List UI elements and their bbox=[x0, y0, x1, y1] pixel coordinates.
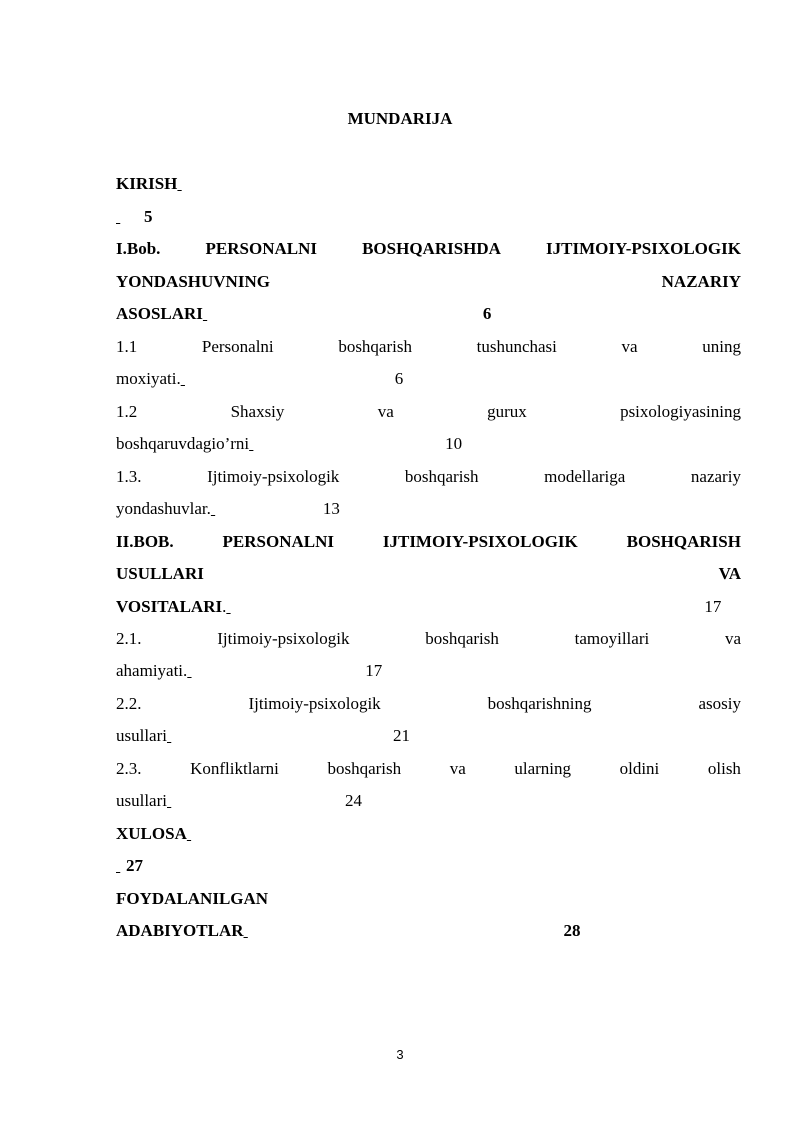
toc-word: 1.1 bbox=[116, 337, 138, 356]
toc-word: Ijtimoiy-psixologik bbox=[248, 694, 381, 713]
toc-word: Shaxsiy bbox=[230, 402, 285, 421]
toc-leader bbox=[203, 303, 483, 325]
toc-word: va bbox=[449, 759, 466, 778]
toc-label: VOSITALARI bbox=[116, 597, 223, 616]
toc-word: va bbox=[377, 402, 394, 421]
toc-word: Ijtimoiy-psixologik bbox=[217, 629, 350, 648]
toc-leader bbox=[244, 920, 564, 942]
toc-word: Personalni bbox=[201, 337, 274, 356]
toc-dot: . bbox=[222, 597, 227, 616]
toc-page: 5 bbox=[144, 207, 153, 226]
toc-word: Konfliktlarni bbox=[190, 759, 279, 778]
toc-word: psixologiyasining bbox=[620, 402, 741, 421]
toc-label: ahamiyati. bbox=[116, 661, 188, 680]
toc-entry-2-1[interactable] bbox=[116, 628, 741, 650]
toc-entry-chapter1[interactable] bbox=[116, 238, 741, 260]
toc-label: usullari bbox=[116, 791, 167, 810]
toc-word: YONDASHUVNING bbox=[116, 272, 270, 291]
toc-entry-chapter1-line3 bbox=[116, 303, 741, 325]
toc-page: 21 bbox=[393, 726, 410, 745]
toc-label: yondashuvlar. bbox=[116, 499, 211, 518]
toc-leader bbox=[116, 206, 144, 228]
toc-word: olish bbox=[707, 759, 741, 778]
toc-entry-2-1-line2 bbox=[116, 660, 741, 682]
toc-page: 28 bbox=[563, 921, 581, 940]
toc-label: moxiyati. bbox=[116, 369, 181, 388]
toc-word: 1.3. bbox=[116, 467, 142, 486]
toc-leader bbox=[187, 823, 733, 845]
toc-word: ularning bbox=[514, 759, 572, 778]
toc-entry-foydalanilgan[interactable] bbox=[116, 888, 741, 910]
toc-entry-chapter2-line2 bbox=[116, 563, 741, 585]
toc-entry-chapter2-line3 bbox=[116, 596, 741, 618]
toc-word: uning bbox=[702, 337, 741, 356]
toc-label: XULOSA bbox=[116, 824, 187, 843]
toc-word: boshqarish bbox=[404, 467, 479, 486]
toc-entry-kirish[interactable] bbox=[116, 173, 741, 195]
toc-word: asosiy bbox=[698, 694, 741, 713]
toc-word: I.Bob. bbox=[116, 239, 161, 258]
toc-page: 17 bbox=[704, 597, 722, 616]
toc-leader bbox=[181, 368, 395, 390]
toc-entry-1-1-line2 bbox=[116, 368, 741, 390]
toc-page: 10 bbox=[445, 434, 463, 453]
toc-leader bbox=[167, 790, 345, 812]
toc-word: boshqarish bbox=[425, 629, 499, 648]
toc-word: boshqarish bbox=[327, 759, 402, 778]
toc-word: FOYDALANILGAN bbox=[116, 889, 269, 908]
toc-page: 17 bbox=[365, 661, 383, 680]
toc-label: ASOSLARI bbox=[116, 304, 203, 323]
toc-word: II.BOB. bbox=[116, 532, 174, 551]
toc-word: 2.2. bbox=[116, 694, 142, 713]
toc-entry-2-3[interactable] bbox=[116, 758, 741, 780]
toc-word: BOSHQARISH bbox=[626, 532, 741, 551]
page-number: 3 bbox=[396, 1047, 404, 1062]
toc-entry-foydalanilgan-line2 bbox=[116, 920, 741, 942]
toc-label: KIRISH bbox=[116, 174, 178, 193]
toc-word: BOSHQARISHDA bbox=[362, 239, 501, 258]
toc-word: IJTIMOIY-PSIXOLOGIK bbox=[382, 532, 578, 551]
toc-page: 6 bbox=[394, 369, 404, 388]
toc-entry-1-3-line2 bbox=[116, 498, 741, 520]
toc-entry-xulosa-page bbox=[116, 855, 741, 877]
toc-leader bbox=[211, 498, 323, 520]
toc-page: 13 bbox=[322, 499, 340, 518]
toc-leader bbox=[177, 173, 731, 195]
toc-word: nazariy bbox=[690, 467, 741, 486]
toc-label: ADABIYOTLAR bbox=[116, 921, 244, 940]
toc-entry-2-2-line2 bbox=[116, 725, 741, 747]
toc-entry-xulosa[interactable] bbox=[116, 823, 741, 845]
toc-leader bbox=[187, 660, 365, 682]
toc-word: tamoyillari bbox=[574, 629, 650, 648]
toc-word: USULLARI bbox=[116, 564, 204, 583]
toc-word: va bbox=[621, 337, 638, 356]
toc-entry-chapter2[interactable] bbox=[116, 531, 741, 553]
toc-entry-1-1[interactable] bbox=[116, 336, 741, 358]
toc-word: VA bbox=[718, 564, 741, 583]
toc-word: 2.3. bbox=[116, 759, 142, 778]
toc-word: 1.2 bbox=[116, 402, 138, 421]
toc-word: boshqarish bbox=[338, 337, 412, 356]
toc-entry-1-2-line2 bbox=[116, 433, 741, 455]
toc-word: tushunchasi bbox=[476, 337, 557, 356]
toc-leader bbox=[249, 433, 445, 455]
toc-word: va bbox=[724, 629, 741, 648]
toc-word: IJTIMOIY-PSIXOLOGIK bbox=[546, 239, 741, 258]
toc-leader bbox=[167, 725, 393, 747]
toc-entry-kirish-page bbox=[116, 206, 741, 228]
toc-word: oldini bbox=[619, 759, 660, 778]
page-title: MUNDARIJA bbox=[347, 109, 453, 128]
toc-entry-1-2[interactable] bbox=[116, 401, 741, 423]
toc-page: 6 bbox=[482, 304, 492, 323]
toc-label: boshqaruvdagio’rni bbox=[116, 434, 250, 453]
toc-word: 2.1. bbox=[116, 629, 142, 648]
toc-entry-2-2[interactable] bbox=[116, 693, 741, 715]
toc-word: Ijtimoiy-psixologik bbox=[207, 467, 340, 486]
toc-word: boshqarishning bbox=[487, 694, 592, 713]
toc-leader bbox=[116, 855, 126, 877]
toc-page: 27 bbox=[126, 856, 143, 875]
toc-entry-chapter1-line2 bbox=[116, 271, 741, 293]
toc-word: PERSONALNI bbox=[205, 239, 317, 258]
toc-entry-1-3[interactable] bbox=[116, 466, 741, 488]
toc-word: NAZARIY bbox=[661, 272, 741, 291]
toc-word: PERSONALNI bbox=[222, 532, 334, 551]
toc-leader bbox=[226, 596, 704, 618]
toc-entry-2-3-line2 bbox=[116, 790, 741, 812]
toc-word: modellariga bbox=[544, 467, 626, 486]
toc-page: 24 bbox=[345, 791, 362, 810]
toc-word: gurux bbox=[487, 402, 527, 421]
toc-label: usullari bbox=[116, 726, 167, 745]
